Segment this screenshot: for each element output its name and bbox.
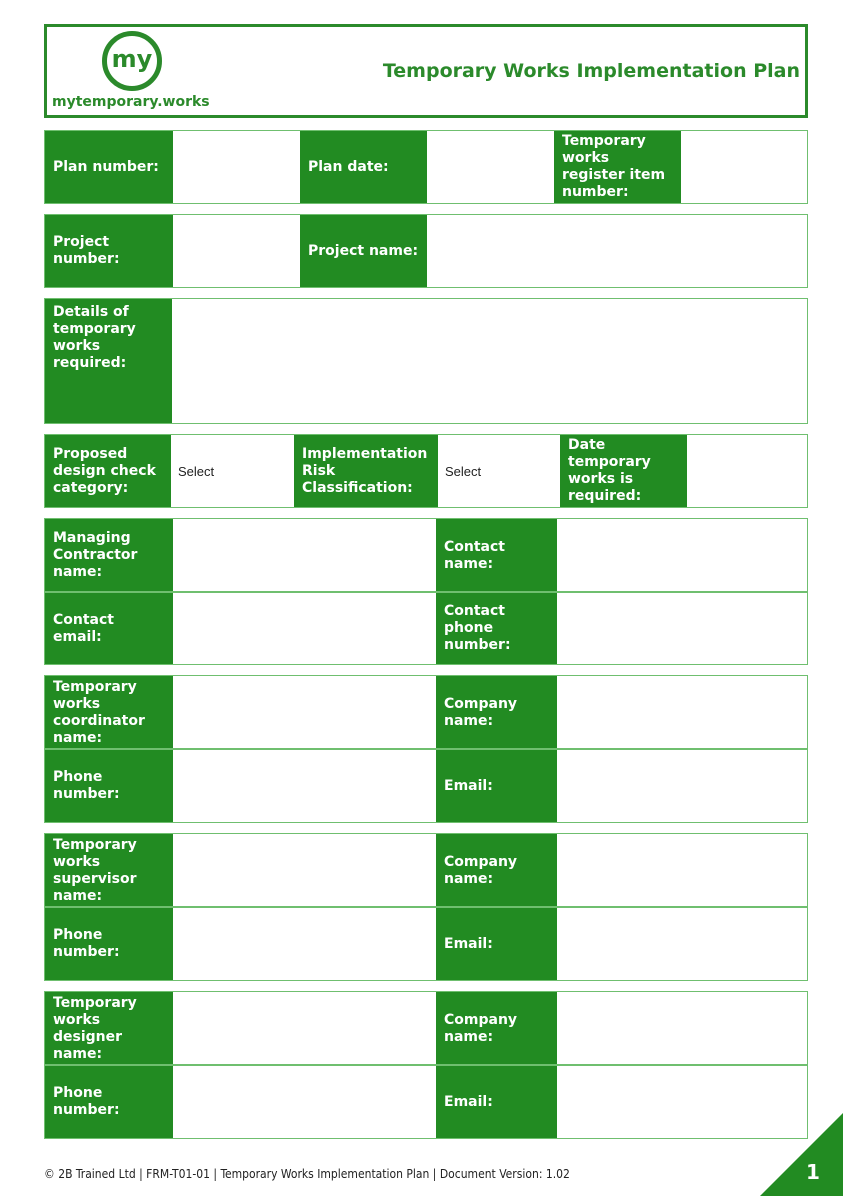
contact-phone-field[interactable] [557, 593, 807, 664]
coordinator-email-label: Email: [436, 750, 557, 822]
risk-classification-label: Implementation Risk Classification: [294, 435, 438, 507]
details-row [44, 298, 808, 424]
footer-text: © 2B Trained Ltd | FRM-T01-01 | Temporary Works Implementation Plan | Document Version: 1.02 [44, 1167, 570, 1181]
coordinator-section [44, 675, 808, 823]
designer-email-label: Email: [436, 1066, 557, 1138]
managing-contractor-name-label: Managing Contractor name: [45, 519, 173, 592]
section-row [45, 908, 807, 980]
designer-phone-field[interactable] [173, 1066, 436, 1138]
section-row [45, 519, 807, 592]
managing-contractor-section [44, 518, 808, 665]
coordinator-email-field[interactable] [557, 750, 807, 822]
designer-name-label: Temporary works designer name: [45, 992, 173, 1065]
contact-email-field[interactable] [173, 593, 436, 664]
designer-name-field[interactable] [173, 992, 436, 1065]
date-required-field[interactable] [687, 435, 807, 507]
project-name-label: Project name: [300, 215, 427, 287]
register-item-field[interactable] [681, 131, 807, 203]
contact-phone-label: Contact phone number: [436, 593, 557, 664]
plan-info-row [44, 130, 808, 204]
managing-contractor-name-field[interactable] [173, 519, 436, 592]
designer-company-label: Company name: [436, 992, 557, 1065]
page-number: 1 [806, 1160, 820, 1184]
coordinator-phone-label: Phone number: [45, 750, 173, 822]
project-number-field[interactable] [173, 215, 300, 287]
coordinator-name-label: Temporary works coordinator name: [45, 676, 173, 749]
supervisor-section [44, 833, 808, 981]
plan-number-label: Plan number: [45, 131, 173, 203]
section-row [45, 676, 807, 749]
section-row [45, 834, 807, 907]
plan-date-field[interactable] [427, 131, 554, 203]
risk-classification-select[interactable]: Select [438, 435, 560, 507]
design-check-label: Proposed design check category: [45, 435, 171, 507]
designer-phone-label: Phone number: [45, 1066, 173, 1138]
date-required-label: Date temporary works is required: [560, 435, 687, 507]
supervisor-name-field[interactable] [173, 834, 436, 907]
coordinator-name-field[interactable] [173, 676, 436, 749]
contact-email-label: Contact email: [45, 593, 173, 664]
plan-number-field[interactable] [173, 131, 300, 203]
logo-mark-text: my [111, 45, 153, 73]
supervisor-company-label: Company name: [436, 834, 557, 907]
contact-name-label: Contact name: [436, 519, 557, 592]
section-row [45, 992, 807, 1065]
section-row [45, 750, 807, 822]
details-field[interactable] [172, 299, 807, 423]
design-check-select[interactable]: Select [171, 435, 294, 507]
details-label: Details of temporary works required: [45, 299, 172, 423]
supervisor-email-label: Email: [436, 908, 557, 980]
classification-row [44, 434, 808, 508]
logo-mark-icon [102, 31, 162, 91]
coordinator-phone-field[interactable] [173, 750, 436, 822]
coordinator-company-field[interactable] [557, 676, 807, 749]
designer-section [44, 991, 808, 1139]
project-info-row [44, 214, 808, 288]
section-row [45, 593, 807, 664]
plan-date-label: Plan date: [300, 131, 427, 203]
register-item-label: Temporary works register item number: [554, 131, 681, 203]
section-row [45, 1066, 807, 1138]
supervisor-phone-label: Phone number: [45, 908, 173, 980]
logo-wordmark: mytemporary.works [52, 94, 210, 110]
contact-name-field[interactable] [557, 519, 807, 592]
project-number-label: Project number: [45, 215, 173, 287]
document-title: Temporary Works Implementation Plan [382, 60, 800, 82]
designer-company-field[interactable] [557, 992, 807, 1065]
supervisor-name-label: Temporary works supervisor name: [45, 834, 173, 907]
supervisor-phone-field[interactable] [173, 908, 436, 980]
page-corner-triangle [760, 1113, 843, 1196]
supervisor-email-field[interactable] [557, 908, 807, 980]
coordinator-company-label: Company name: [436, 676, 557, 749]
supervisor-company-field[interactable] [557, 834, 807, 907]
project-name-field[interactable] [427, 215, 807, 287]
